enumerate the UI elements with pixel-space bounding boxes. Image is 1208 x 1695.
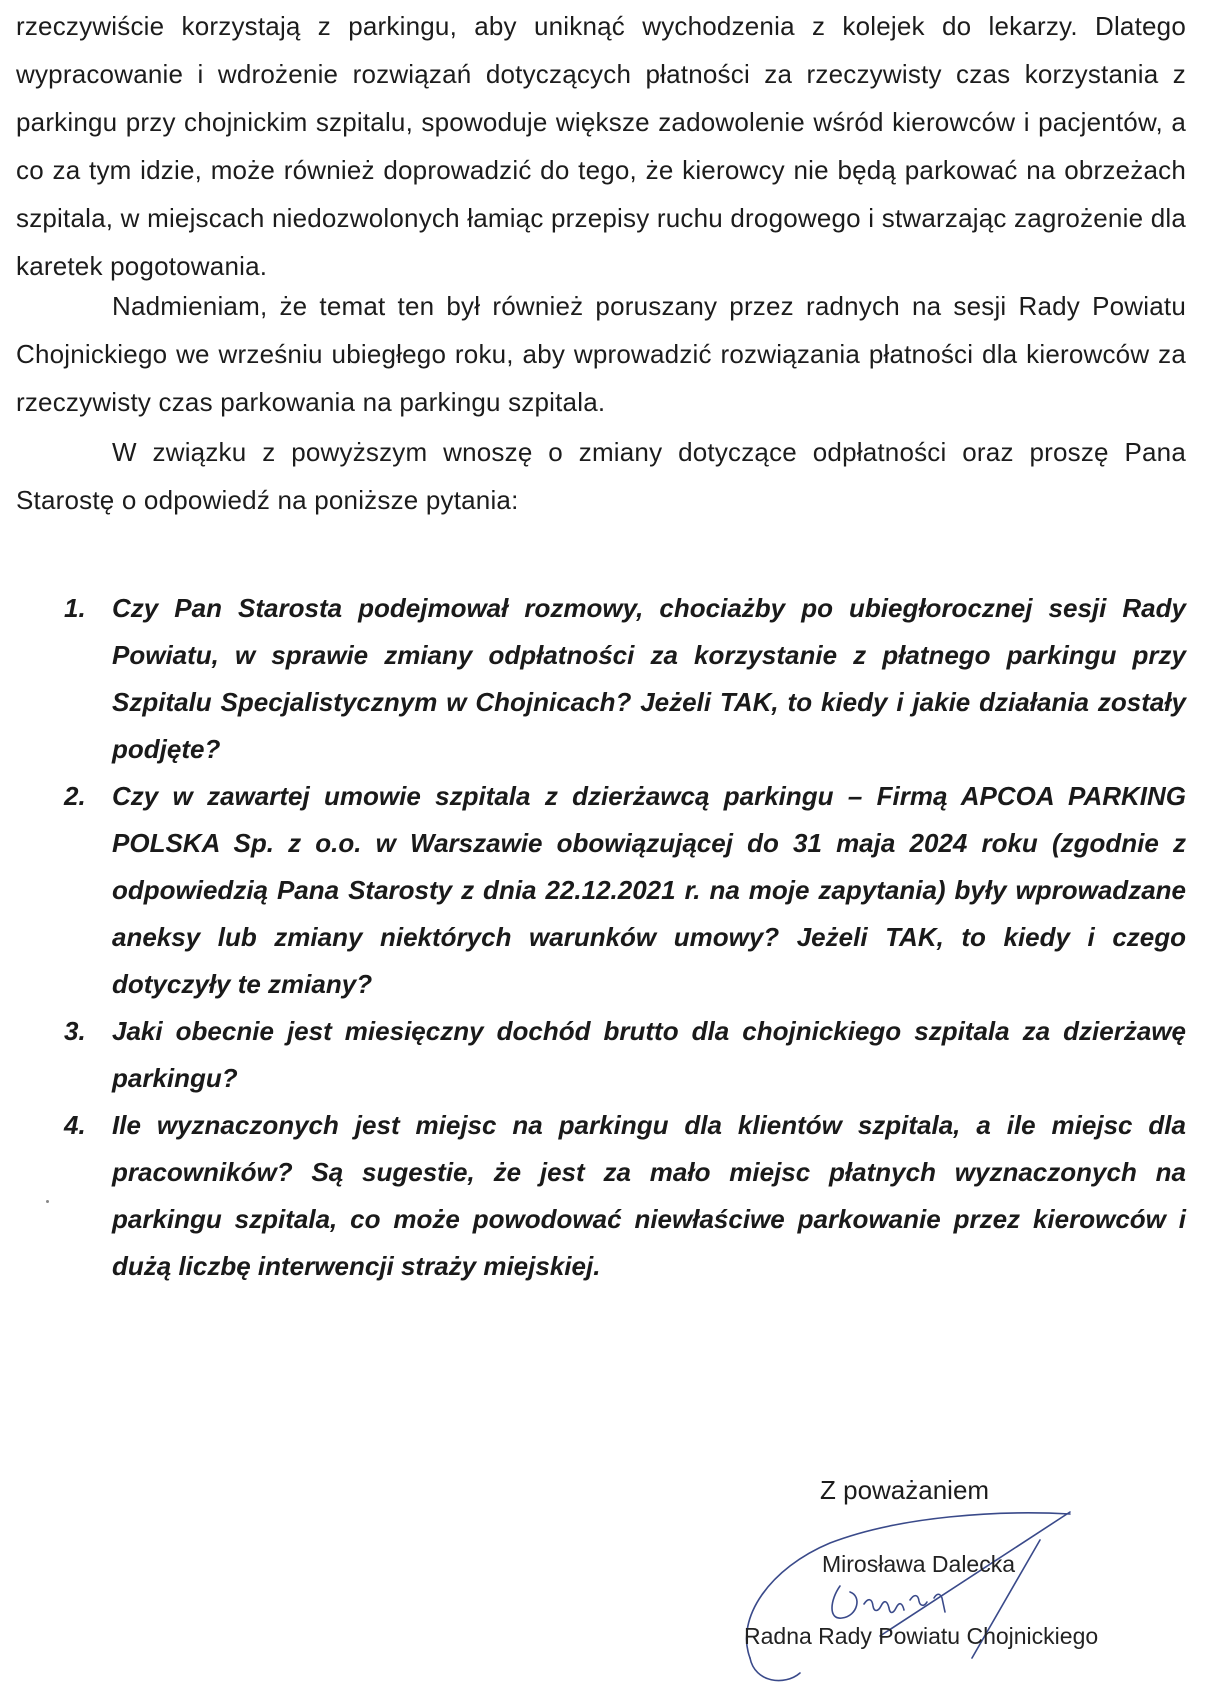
paragraph-council-session: Nadmieniam, że temat ten był również poruszany przez radnych na sesji Rady Powiatu Chojnickiego we wrześniu ubiegłego roku, aby wprowadzić rozwiązania płatności dla kierowców za rzeczywisty czas parkowania na parkingu szpitala. (16, 291, 1186, 417)
question-item-3 (16, 1008, 1186, 1102)
question-number: 4. (64, 1110, 86, 1140)
question-text: Czy Pan Starosta podejmował rozmowy, chociażby po ubiegłorocznej sesji Rady Powiatu, w sprawie zmiany odpłatności za korzystanie z płatnego parkingu przy Szpitalu Specjalistycznym w Chojnicach? Jeżeli TAK, to kiedy i jakie działania zostały podjęte? (112, 593, 1186, 764)
question-number: 1. (64, 593, 86, 623)
paragraph-parking-rationale: rzeczywiście korzystają z parkingu, aby uniknąć wychodzenia z kolejek do lekarzy. Dlatego wypracowanie i wdrożenie rozwiązań dotyczących płatności za rzeczywisty czas korzystania z parkingu przy chojnickim szpitalu, spowoduje większe zadowolenie wśród kierowców i pacjentów, a co za tym idzie, może również doprowadzić do tego, że kierowcy nie będą parkować na obrzeżach szpitala, w miejscach niedozwolonych łamiąc przepisy ruchu drogowego i stwarzając zagrożenie dla karetek pogotowania. (16, 11, 1186, 281)
question-text: Czy w zawartej umowie szpitala z dzierżawcą parkingu – Firmą APCOA PARKING POLSKA Sp. z o.o. w Warszawie obowiązującej do 31 maja 2024 roku (zgodnie z odpowiedzią Pana Starosty z dnia 22.12.2021 r. na moje zapytania) były wprowadzane aneksy lub zmiany niektórych warunków umowy? Jeżeli TAK, to kiedy i czego dotyczyły te zmiany? (112, 781, 1186, 999)
question-item-4 (16, 1102, 1186, 1290)
paragraph-request: W związku z powyższym wnoszę o zmiany dotyczące odpłatności oraz proszę Pana Starostę o odpowiedź na poniższe pytania: (16, 437, 1186, 515)
handwritten-signature-icon (740, 1508, 1160, 1688)
question-item-1 (16, 585, 1186, 773)
question-text: Jaki obecnie jest miesięczny dochód brutto dla chojnickiego szpitala za dzierżawę parkingu? (112, 1016, 1186, 1093)
closing-salutation: Z poważaniem (820, 1475, 990, 1505)
question-text: Ile wyznaczonych jest miejsc na parkingu dla klientów szpitala, a ile miejsc dla pracowników? Są sugestie, że jest za mało miejsc płatnych wyznaczonych na parkingu szpitala, co może powodować niewłaściwe parkowanie przez kierowców i dużą liczbę interwencji straży miejskiej. (112, 1110, 1186, 1281)
signatory-name: Mirosława Dalecka (822, 1551, 1016, 1577)
question-number: 3. (64, 1016, 86, 1046)
signatory-role: Radna Rady Powiatu Chojnickiego (744, 1623, 1099, 1649)
letter-page (16, 0, 1186, 1695)
question-item-2 (16, 773, 1186, 1008)
scan-speck (46, 1200, 49, 1203)
questions-list (16, 585, 1186, 1290)
question-number: 2. (64, 781, 86, 811)
